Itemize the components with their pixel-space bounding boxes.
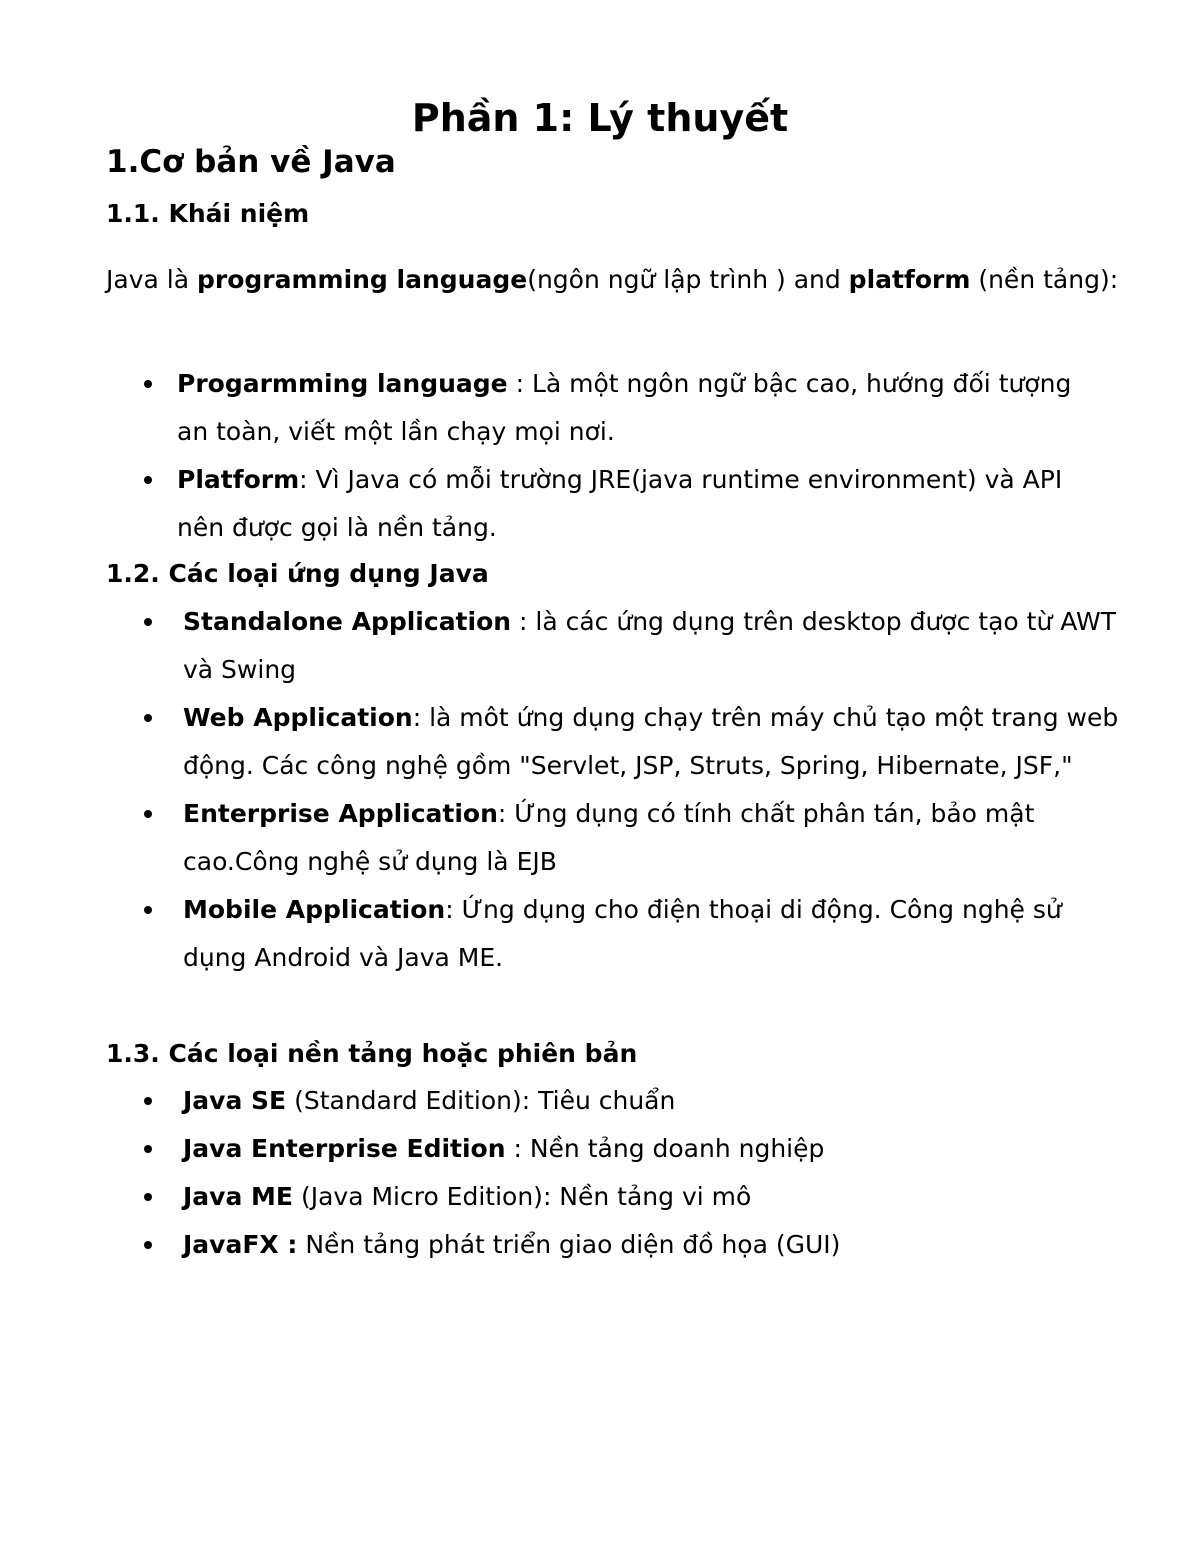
intro-text-3: (nền tảng):: [970, 265, 1119, 294]
intro-term-programming-language: programming language: [196, 265, 528, 294]
list-item-text: : Ứng dụng có tính chất phân tán, bảo mật cao.Công nghệ sử dụng là EJB: [183, 799, 1035, 876]
list-item: [183, 694, 1128, 790]
list-item-term: Mobile Application: [183, 895, 446, 924]
list-item: [177, 360, 1107, 456]
list-item-term: Platform: [177, 465, 300, 494]
bullet-icon: [144, 1193, 152, 1201]
list-item: [183, 1125, 1128, 1173]
list-item-text: (Java Micro Edition): Nền tảng vi mô: [293, 1182, 752, 1211]
bullet-icon: [144, 380, 152, 388]
concept-list: [177, 360, 1107, 552]
list-item: [183, 598, 1128, 694]
bullet-icon: [144, 1145, 152, 1153]
list-item-text: Nền tảng phát triển giao diện đồ họa (GUI): [297, 1230, 841, 1259]
subsection-heading-app-types: 1.2. Các loại ứng dụng Java: [106, 559, 489, 588]
bullet-icon: [144, 476, 152, 484]
section-heading-basics: 1.Cơ bản về Java: [106, 144, 396, 180]
list-item: [183, 1221, 1128, 1269]
bullet-icon: [144, 618, 152, 626]
list-item: [183, 1077, 1128, 1125]
list-item-term: Progarmming language: [177, 369, 508, 398]
list-item: [183, 1173, 1128, 1221]
bullet-icon: [144, 906, 152, 914]
bullet-icon: [144, 810, 152, 818]
intro-text-1: Java là: [106, 265, 197, 294]
list-item-term: Standalone Application: [183, 607, 512, 636]
list-item-text: : Là một ngôn ngữ bậc cao, hướng đối tượng an toàn, viết một lần chạy mọi nơi.: [177, 369, 1072, 446]
subsection-heading-concept: 1.1. Khái niệm: [106, 199, 310, 228]
intro-paragraph: [106, 256, 1146, 304]
app-types-list: [183, 598, 1128, 982]
intro-text-2: (ngôn ngữ lập trình ) and: [527, 265, 849, 294]
list-item-text: : Nền tảng doanh nghiệp: [505, 1134, 825, 1163]
list-item-term: Java SE: [183, 1086, 287, 1115]
subsection-heading-platforms: 1.3. Các loại nền tảng hoặc phiên bản: [106, 1039, 638, 1068]
list-item-term: JavaFX :: [183, 1230, 298, 1259]
list-item: [183, 886, 1128, 982]
list-item: [183, 790, 1128, 886]
list-item-text: : Ứng dụng cho điện thoại di động. Công nghệ sử dụng Android và Java ME.: [183, 895, 1062, 972]
list-item-term: Java ME: [183, 1182, 293, 1211]
bullet-icon: [144, 1241, 152, 1249]
platforms-list: [183, 1077, 1128, 1269]
list-item-text: : là môt ứng dụng chạy trên máy chủ tạo một trang web động. Các công nghệ gồm "Servlet, JSP, Struts, Spring, Hibernate, JSF,": [183, 703, 1119, 780]
list-item: [177, 456, 1107, 552]
page-title: Phần 1: Lý thuyết: [411, 96, 789, 140]
bullet-icon: [144, 714, 152, 722]
list-item-text: : Vì Java có mỗi trường JRE(java runtime environment) và API nên được gọi là nền tảng.: [177, 465, 1063, 542]
list-item-text: (Standard Edition): Tiêu chuẩn: [286, 1086, 676, 1115]
list-item-term: Java Enterprise Edition: [183, 1134, 506, 1163]
list-item-text: : là các ứng dụng trên desktop được tạo từ AWT và Swing: [183, 607, 1116, 684]
bullet-icon: [144, 1097, 152, 1105]
list-item-term: Enterprise Application: [183, 799, 498, 828]
list-item-term: Web Application: [183, 703, 413, 732]
intro-term-platform: platform: [848, 265, 971, 294]
